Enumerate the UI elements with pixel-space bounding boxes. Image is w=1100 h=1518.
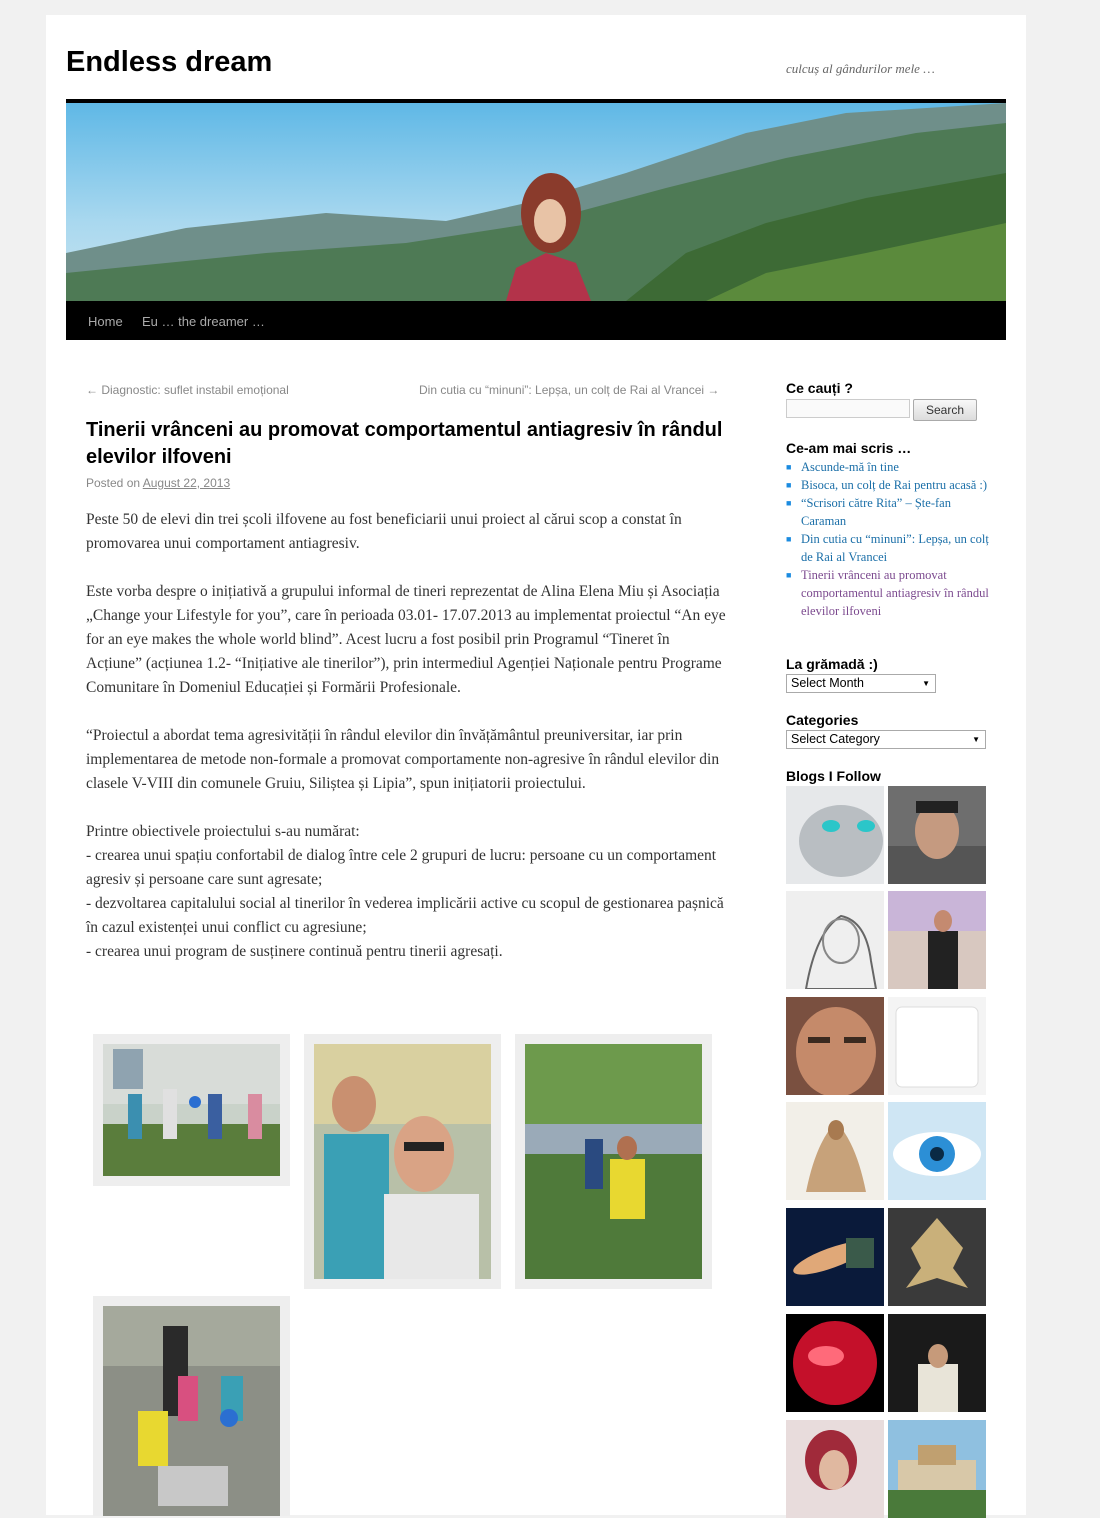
recent-posts-list [786, 458, 991, 620]
list-item [786, 530, 991, 566]
post-content [86, 508, 726, 964]
followed-blog-avatar[interactable] [786, 997, 884, 1095]
categories-widget-title: Categories [786, 712, 859, 728]
followed-blog-avatar[interactable] [888, 891, 986, 989]
recent-post-link[interactable]: “Scrisori către Rita” – Ște-fan Caraman [801, 496, 951, 528]
followed-blog-avatar[interactable] [888, 997, 986, 1095]
objectives-intro: Printre obiectivele proiectului s-au numărat: [86, 823, 360, 840]
gallery-photo-2[interactable] [304, 1034, 501, 1289]
followed-blog-avatar[interactable] [786, 1420, 884, 1518]
gallery-photo-1[interactable] [93, 1034, 290, 1186]
recent-post-link[interactable]: Ascunde-mă în tine [801, 460, 899, 474]
followed-blog-avatar[interactable] [786, 1102, 884, 1200]
post-meta [86, 476, 230, 490]
search-input[interactable] [786, 399, 910, 418]
chevron-down-icon: ▼ [922, 679, 930, 688]
followed-blog-avatar[interactable] [786, 1314, 884, 1412]
recent-post-link[interactable]: Din cutia cu “minuni”: Lepșa, un colț de Rai al Vrancei [801, 532, 989, 564]
main-menu [66, 301, 1006, 340]
categories-select-value: Select Category [791, 732, 880, 746]
next-post-link[interactable]: Din cutia cu “minuni”: Lepșa, un colț de Rai al Vrancei → [419, 383, 720, 397]
followed-blog-avatar[interactable] [888, 786, 986, 884]
recent-posts-title: Ce-am mai scris … [786, 440, 912, 456]
search-widget-title: Ce cauți ? [786, 380, 853, 396]
objective-item: - crearea unui program de susținere continuă pentru tinerii agresați. [86, 943, 503, 960]
search-button[interactable]: Search [913, 399, 977, 421]
archives-select-value: Select Month [791, 676, 864, 690]
gallery-photo-4[interactable] [93, 1296, 290, 1516]
objective-item: - crearea unui spațiu confortabil de dialog între cele 2 grupuri de lucru: persoane cu un comportament agresiv și persoane care sunt agresate; [86, 847, 717, 888]
paragraph: Este vorba despre o inițiativă a grupului informal de tineri reprezentat de Alina Elena Miu și Asociația „Change your Lifestyle for you”, care în perioada 03.01- 17.07.2013 au implementat proiectul “An eye for an eye makes the whole world blind”. Acest lucru a fost posibil prin Programul “Tineret în Acțiune” (acțiunea 1.2- “Inițiative ale tinerilor”), prin intermediul Agenției Naționale pentru Programe Comunitare în Domeniul Educației și Formării Profesionale. [86, 583, 726, 696]
followed-blog-avatar[interactable] [786, 1208, 884, 1306]
header-banner-image[interactable] [66, 103, 1006, 301]
site-description: culcuș al gândurilor mele … [786, 61, 935, 76]
previous-post-link[interactable]: ← Diagnostic: suflet instabil emoțional [86, 383, 289, 397]
categories-select[interactable] [786, 730, 986, 749]
followed-blog-avatar[interactable] [786, 786, 884, 884]
chevron-down-icon: ▼ [972, 735, 980, 744]
followed-blog-avatar[interactable] [888, 1208, 986, 1306]
followed-blog-avatar[interactable] [888, 1102, 986, 1200]
followed-blog-avatar[interactable] [888, 1314, 986, 1412]
menu-item-home[interactable]: Home [88, 314, 123, 329]
menu-item-about[interactable]: Eu … the dreamer … [142, 314, 265, 329]
archives-select[interactable] [786, 674, 936, 693]
paragraph: “Proiectul a abordat tema agresivității în rândul elevilor din învățământul preuniversitar, iar prin implementarea de metode non-formale a promovat comportamente non-agresive în rândul elevilor din clasele V-VIII din comunele Gruiu, Siliștea și Lipia”, spun inițiatorii proiectului. [86, 727, 720, 792]
list-item [786, 494, 991, 530]
archives-widget-title: La grămadă :) [786, 656, 878, 672]
list-item [786, 458, 991, 476]
post-date-link[interactable]: August 22, 2013 [142, 476, 231, 490]
followed-blog-avatar[interactable] [888, 1420, 986, 1518]
posted-on-label: Posted on [86, 476, 141, 490]
post-title: Tinerii vrânceni au promovat comportamentul antiagresiv în rândul elevilor ilfoveni [86, 419, 723, 468]
objective-item: - dezvoltarea capitalului social al tinerilor în vederea implicării active cu scopul de gestionarea pașnică în cazul existenței unui conflict cu agresiune; [86, 895, 724, 936]
page-wrapper [46, 15, 1026, 1515]
paragraph: Peste 50 de elevi din trei școli ilfovene au fost beneficiarii unui proiect al cărui scop a constat în promovarea unui comportament antiagresiv. [86, 511, 682, 552]
gallery-photo-3[interactable] [515, 1034, 712, 1289]
list-item [786, 476, 991, 494]
blogs-follow-title: Blogs I Follow [786, 768, 881, 784]
recent-post-link[interactable]: Tinerii vrânceni au promovat comportamentul antiagresiv în rândul elevilor ilfoveni [801, 568, 989, 618]
site-title[interactable]: Endless dream [66, 46, 273, 78]
recent-post-link[interactable]: Bisoca, un colț de Rai pentru acasă :) [801, 478, 988, 492]
followed-blog-avatar[interactable] [786, 891, 884, 989]
list-item [786, 566, 991, 620]
